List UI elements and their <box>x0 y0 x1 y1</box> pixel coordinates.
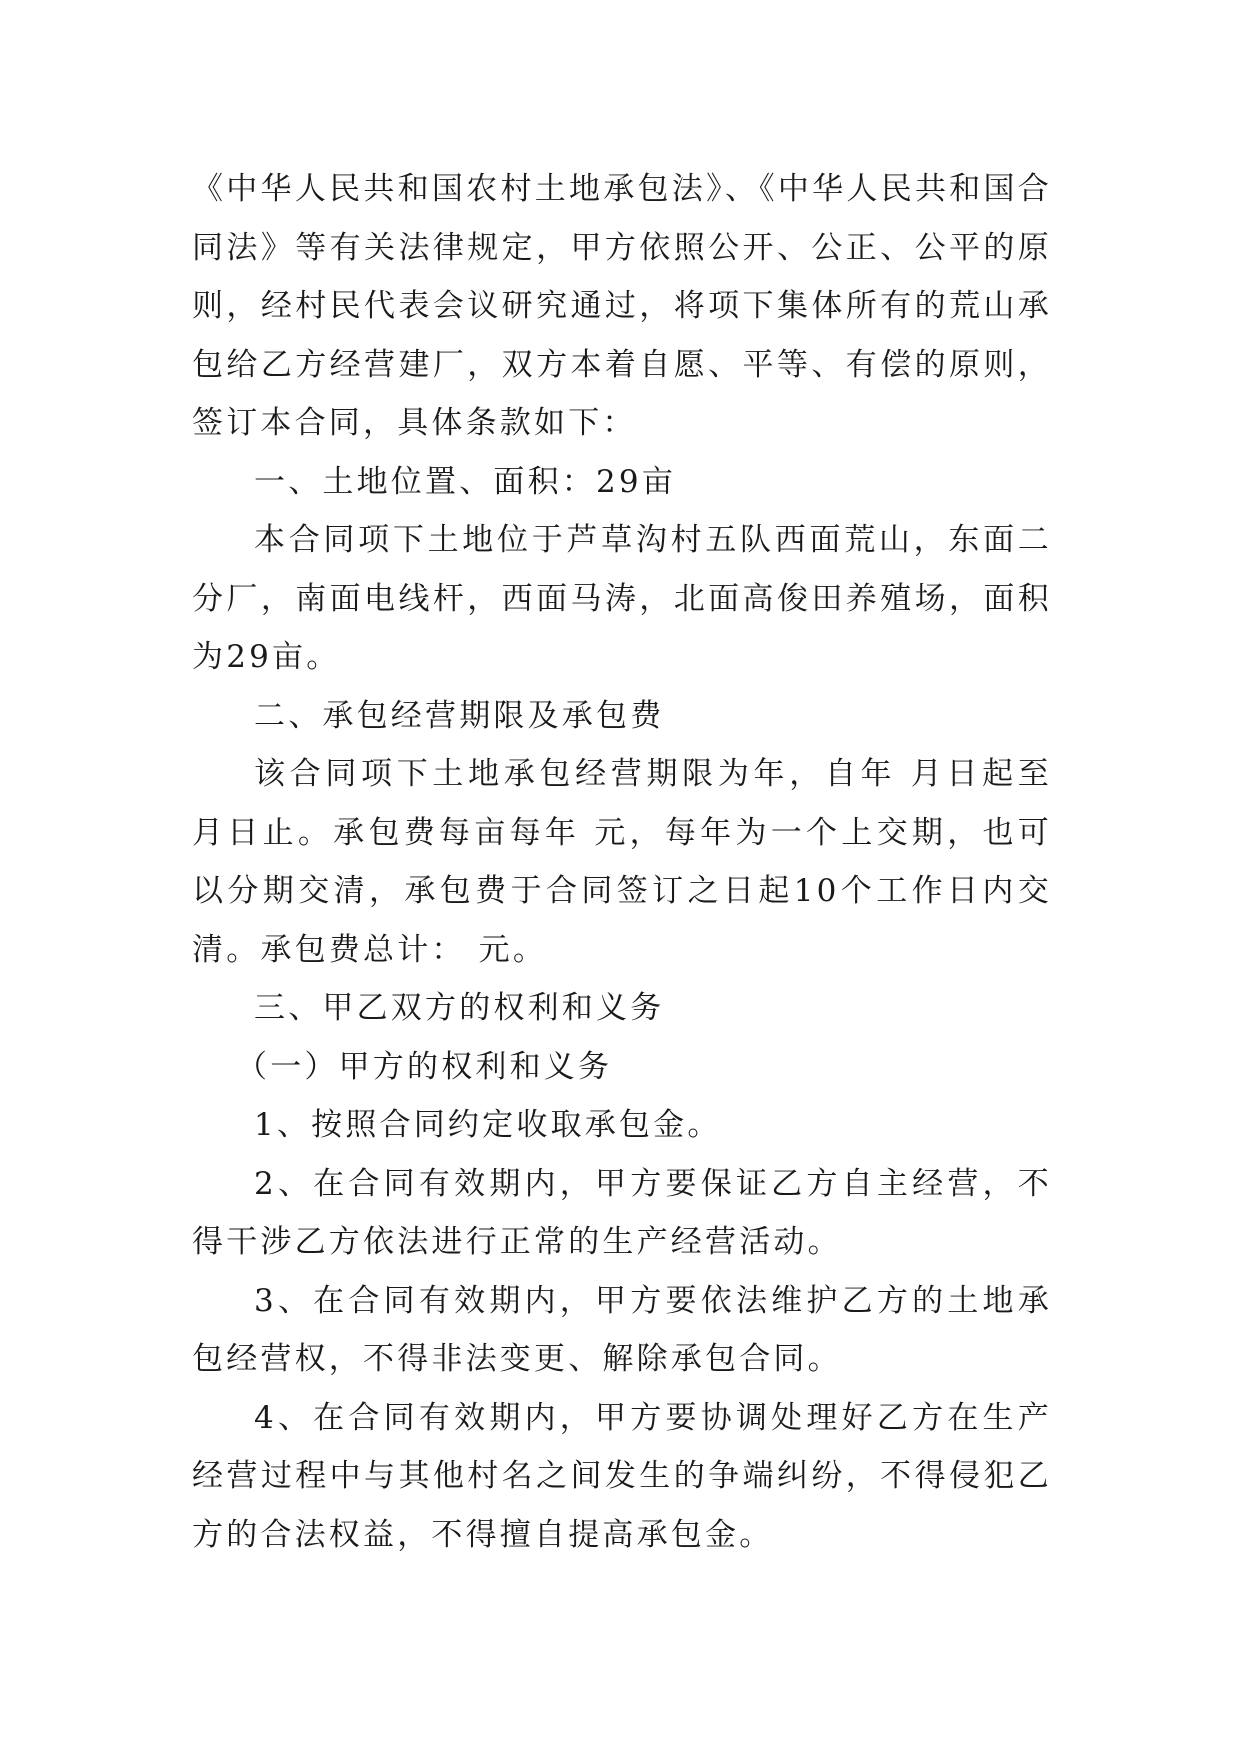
clause-2: 2、在合同有效期内，甲方要保证乙方自主经营，不得干涉乙方依法进行正常的生产经营活动。 <box>192 1165 1052 1260</box>
section-2-paragraph: 该合同项下土地承包经营期限为年，自年 月日起至月日止。承包费每亩每年 元，每年为一个上交期，也可以分期交清，承包费于合同签订之日起10个工作日内交清。承包费总计： 元。 <box>192 756 1052 968</box>
section-1-heading: 一、土地位置、面积：29亩 <box>254 463 677 500</box>
clause-1: 1、按照合同约定收取承包金。 <box>254 1107 722 1143</box>
section-1-paragraph: 本合同项下土地位于芦草沟村五队西面荒山，东面二分厂，南面电线杆，西面马涛，北面高俊田养殖场，面积为29亩。 <box>192 522 1052 675</box>
clause-3: 3、在合同有效期内，甲方要依法维护乙方的土地承包经营权，不得非法变更、解除承包合同。 <box>192 1282 1052 1377</box>
section-3-heading: 三、甲乙双方的权利和义务 <box>254 990 665 1026</box>
intro-paragraph: 《中华人民共和国农村土地承包法》、《中华人民共和国合同法》等有关法律规定，甲方依照公开、公正、公平的原则，经村民代表会议研究通过，将项下集体所有的荒山承包给乙方经营建厂，双方本着自愿、平等、有偿的原则，签订本合同，具体条款如下： <box>192 171 1052 441</box>
section-2-heading: 二、承包经营期限及承包费 <box>254 697 665 734</box>
clause-4: 4、在合同有效期内，甲方要协调处理好乙方在生产经营过程中与其他村名之间发生的争端纠纷，不得侵犯乙方的合法权益，不得擅自提高承包金。 <box>192 1399 1052 1553</box>
document-body <box>192 160 1052 1564</box>
subsection-a-heading: （一）甲方的权利和义务 <box>236 1048 613 1085</box>
